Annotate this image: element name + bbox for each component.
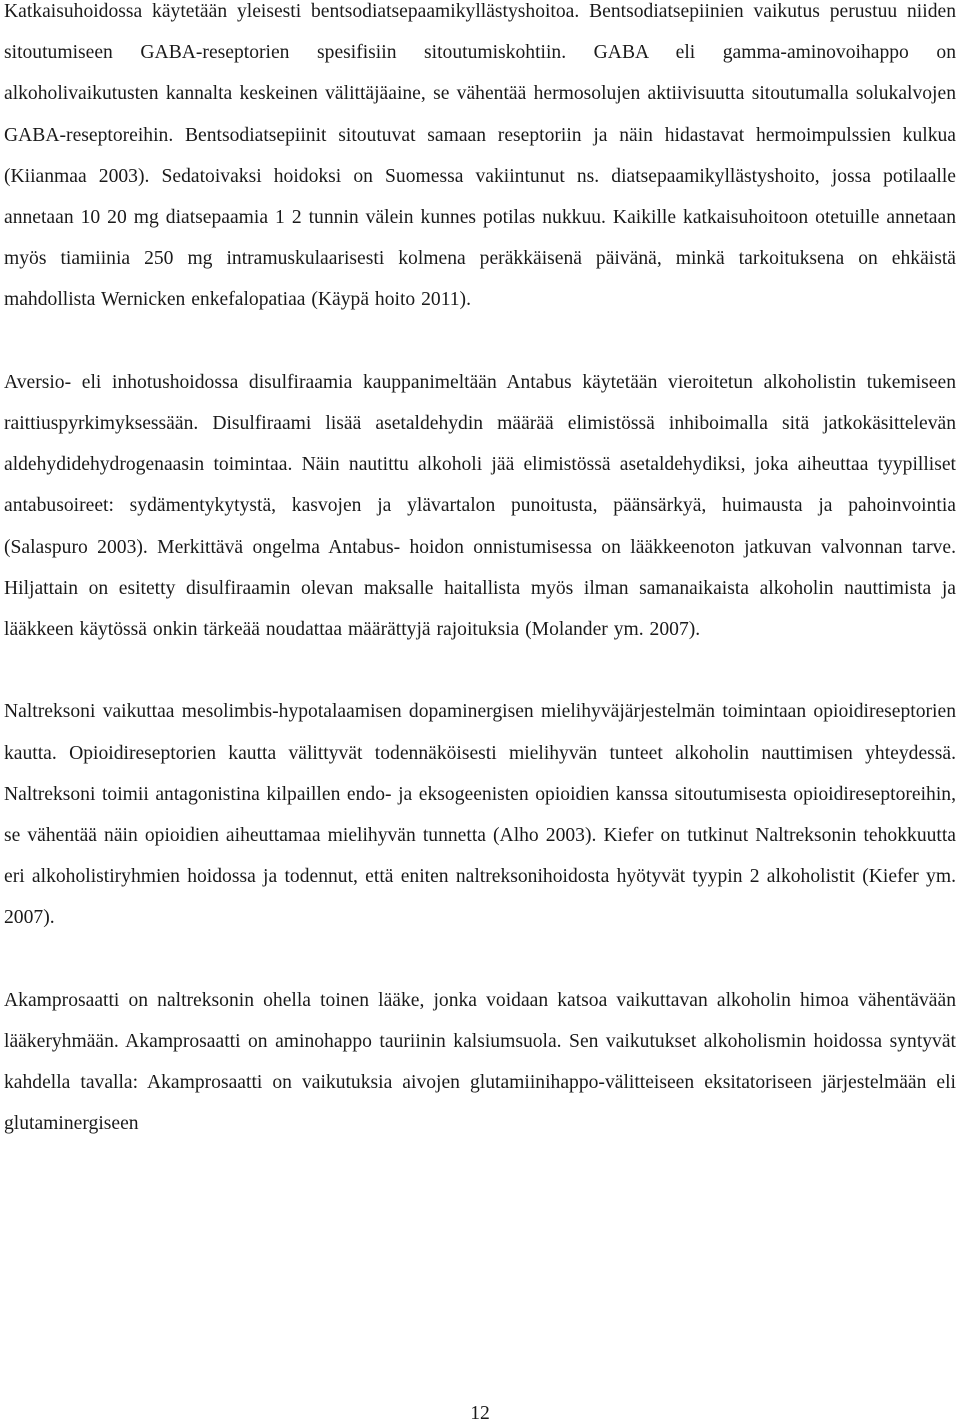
paragraph-withdrawal-treatment: Katkaisuhoidossa käytetään yleisesti bentsodiatsepaamikyllästyshoitoa. Bentsodiatsepiinien vaikutus perustuu niiden sitoutumiseen GABA-reseptorien spesifisiin sitoutumiskohtiin. GABA eli gamma-aminovoihappo on alkoholivaikutusten kannalta keskeinen välittäjäaine, se vähentää hermosolujen aktiivisuutta sitoutumalla solukalvojen GABA-reseptoreihin. Bentsodiatsepiinit sitoutuvat samaan reseptoriin ja näin hidastavat hermoimpulssien kulkua (Kiianmaa 2003). Sedatoivaksi hoidoksi on Suomessa vakiintunut ns. diatsepaamikyllästyshoito, jossa potilaalle annetaan 10 20 mg diatsepaamia 1 2 tunnin välein kunnes potilas nukkuu. Kaikille katkaisuhoitoon otetuille annetaan myös tiamiinia 250 mg intramuskulaarisesti kolmena peräkkäisenä päivänä, minkä tarkoituksena on ehkäistä mahdollista Wernicken enkefalopatiaa (Käypä hoito 2011).: [4, 1, 956, 311]
paragraph-naltrexone: Naltreksoni vaikuttaa mesolimbis-hypotalaamisen dopaminergisen mielihyväjärjestelmän toimintaan opioidireseptorien kautta. Opioidireseptorien kautta välittyvät todennäköisesti mielihyvän tunteet alkoholin nauttimisen yhteydessä. Naltreksoni toimii antagonistina kilpaillen endo- ja eksogeenisten opioidien kanssa sitoutumisesta opioidireseptoreihin, se vähentää näin opioidien aiheuttamaa mielihyvän tunnetta (Alho 2003). Kiefer on tutkinut Naltreksonin tehokkuutta eri alkoholistiryhmien hoidossa ja todennut, että eniten naltreksonihoidosta hyötyvät tyypin 2 alkoholistit (Kiefer ym. 2007).: [4, 701, 956, 929]
page-number: 12: [470, 1403, 490, 1424]
paragraph-acamprosate: Akamprosaatti on naltreksonin ohella toinen lääke, jonka voidaan katsoa vaikuttavan alkoholin himoa vähentävään lääkeryhmään. Akamprosaatti on aminohappo tauriinin kalsiumsuola. Sen vaikutukset alkoholismin hoidossa syntyvät kahdella tavalla: Akamprosaatti on vaikutuksia aivojen glutamiinihappo-välitteiseen eksitatoriseen järjestelmään eli glutaminergiseen: [4, 989, 956, 1135]
paragraph-aversion-therapy: Aversio- eli inhotushoidossa disulfiraamia kauppanimeltään Antabus käytetään vieroitetun alkoholistin tukemiseen raittiuspyrkimyksessään. Disulfiraami lisää asetaldehydin määrää elimistössä inhiboimalla sitä jatkokäsittelevän aldehydidehydrogenaasin toimintaa. Näin nautittu alkoholi jää elimistössä asetaldehydiksi, joka aiheuttaa tyypilliset antabusoireet: sydämentykytystä, kasvojen ja ylävartalon punoitusta, päänsärkyä, huimausta ja pahoinvointia (Salaspuro 2003). Merkittävä ongelma Antabus- hoidon onnistumisessa on lääkkeenoton jatkuvan valvonnan tarve. Hiljattain on esitetty disulfiraamin olevan maksalle haitallista myös ilman samanaikaista alkoholin nauttimista ja lääkkeen käytössä onkin tärkeää noudattaa määrättyjä rajoituksia (Molander ym. 2007).: [4, 371, 956, 641]
document-page: [4, 0, 956, 1145]
